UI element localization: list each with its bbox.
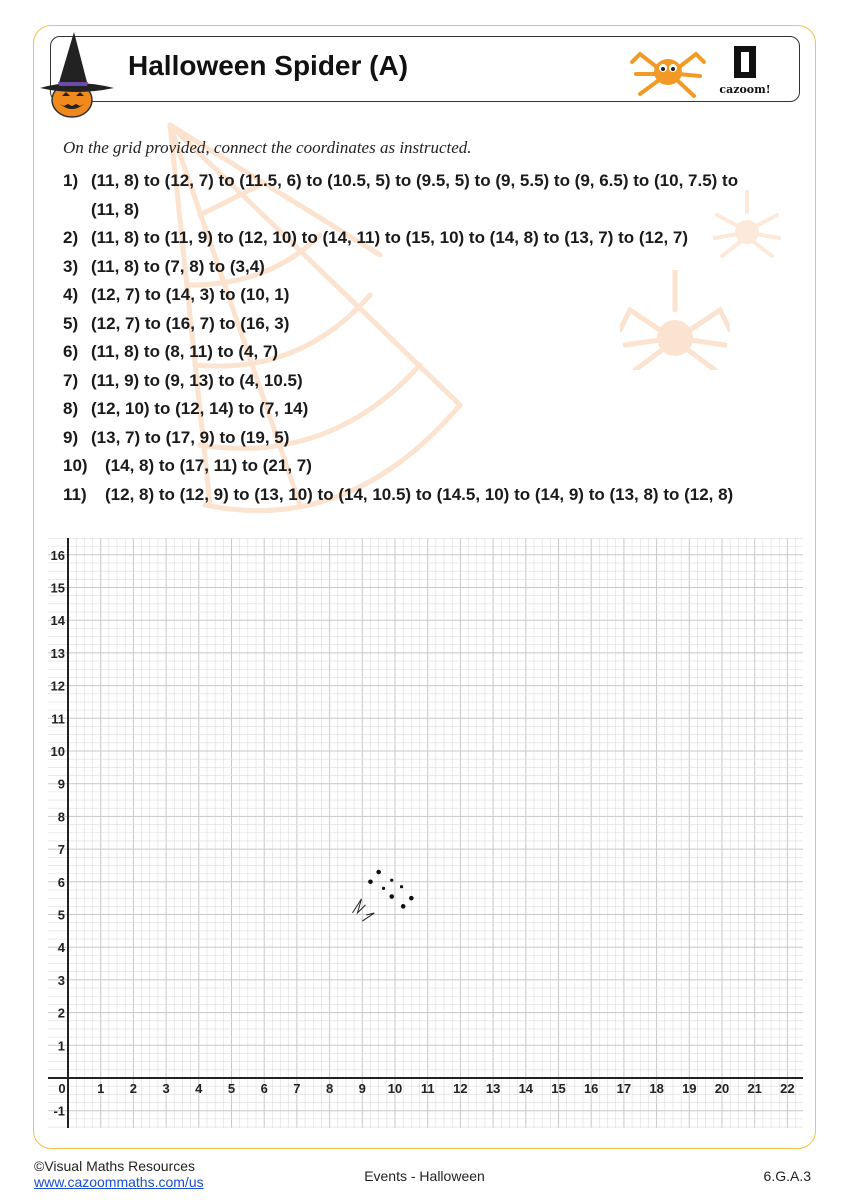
- step-number: 4): [63, 285, 79, 304]
- step-coordinates: (11, 9) to (9, 13) to (4, 10.5): [91, 370, 303, 390]
- x-tick-label: 21: [747, 1081, 762, 1096]
- step-coordinates: (12, 8) to (12, 9) to (13, 10) to (14, 10.5) to (14.5, 10) to (14, 9) to (13, 8) to (12, 8): [105, 484, 734, 504]
- grid-dot: [389, 894, 394, 899]
- y-tick-label: 11: [51, 711, 65, 727]
- y-tick-label: 5: [57, 907, 65, 923]
- y-tick-label: 14: [50, 613, 65, 629]
- step-coordinates: (11, 8) to (7, 8) to (3,4): [91, 256, 265, 276]
- step-coordinates: (13, 7) to (17, 9) to (19, 5): [91, 427, 290, 447]
- x-tick-label: 1: [97, 1081, 105, 1096]
- step-number: 11): [63, 484, 87, 504]
- x-tick-label: 14: [518, 1081, 534, 1096]
- x-tick-label: 5: [227, 1081, 236, 1096]
- y-tick-label: 9: [57, 776, 65, 792]
- step-coordinates: (12, 7) to (16, 7) to (16, 3): [91, 313, 290, 333]
- x-tick-label: 22: [780, 1081, 795, 1096]
- y-tick-label: 1: [57, 1038, 65, 1054]
- x-tick-label: 17: [616, 1081, 632, 1096]
- x-tick-label: 16: [583, 1081, 599, 1096]
- step-number: 2): [63, 228, 79, 247]
- x-tick-label: 2: [129, 1081, 138, 1096]
- x-tick-label: 20: [714, 1081, 730, 1096]
- y-tick-label: 3: [57, 972, 65, 988]
- grid-mark: [352, 899, 365, 913]
- copyright-text: ©Visual Maths Resources: [34, 1158, 196, 1174]
- x-tick-label: 19: [682, 1081, 697, 1096]
- grid-dot: [382, 887, 385, 890]
- footer-code: 6.G.A.3: [763, 1168, 811, 1184]
- y-tick-label: 4: [57, 940, 65, 956]
- x-tick-label: 11: [420, 1081, 435, 1096]
- x-tick-label: 12: [453, 1081, 468, 1096]
- y-tick-label: 7: [57, 842, 65, 858]
- y-tick-label: 12: [50, 678, 65, 694]
- step-coordinates: (14, 8) to (17, 11) to (21, 7): [105, 456, 312, 475]
- step-coordinates: (12, 7) to (14, 3) to (10, 1): [91, 285, 290, 304]
- step-number: 10): [63, 456, 88, 475]
- x-tick-label: 6: [260, 1081, 268, 1096]
- step-number: 6): [63, 342, 79, 361]
- x-tick-label: 3: [162, 1081, 170, 1096]
- x-tick-label: 15: [551, 1081, 566, 1096]
- footer-topic: Events - Halloween: [364, 1168, 485, 1184]
- y-tick-label: 15: [50, 580, 65, 596]
- x-tick-label: 4: [195, 1081, 203, 1096]
- grid-dot: [400, 885, 403, 888]
- x-tick-label: 9: [358, 1081, 366, 1096]
- y-tick-label: 6: [57, 874, 65, 890]
- grid-dot: [409, 896, 414, 901]
- page-title: Halloween Spider (A): [128, 50, 409, 81]
- website-link[interactable]: www.cazoommaths.com/us: [34, 1174, 204, 1190]
- step-coordinates: (12, 10) to (12, 14) to (7, 14): [91, 399, 309, 418]
- x-tick-label: 8: [325, 1081, 334, 1096]
- grid-dot: [376, 870, 381, 875]
- step-coordinates: (11, 8) to (8, 11) to (4, 7): [91, 342, 279, 361]
- x-tick-label: 10: [387, 1081, 403, 1096]
- y-tick-label: 2: [57, 1005, 65, 1021]
- step-number: 8): [63, 399, 79, 418]
- y-tick-label: 8: [57, 809, 65, 825]
- logo-text: cazoom!: [719, 83, 771, 96]
- x-tick-label: 13: [485, 1081, 501, 1096]
- step-number: 9): [63, 427, 79, 447]
- step-number: 3): [63, 256, 79, 276]
- x-tick-label: 0: [58, 1081, 66, 1096]
- y-tick-label: 16: [50, 547, 65, 563]
- grid-dot: [390, 879, 393, 882]
- instruction-text: On the grid provided, connect the coordinates as instructed.: [63, 138, 472, 157]
- x-tick-label: 7: [293, 1081, 301, 1096]
- x-tick-label: 18: [649, 1081, 664, 1096]
- y-tick-label: 10: [50, 744, 65, 759]
- grid-dot: [401, 904, 406, 909]
- y-tick-label: -1: [53, 1103, 65, 1119]
- step-number: 7): [63, 370, 79, 390]
- step-coordinates: (11, 8) to (12, 7) to (11.5, 6) to (10.5, 5) to (9.5, 5) to (9, 5.5) to (9, 6.5) to (10, 7.5) to: [91, 171, 739, 190]
- step-coordinates: (11, 8): [91, 199, 140, 219]
- step-number: 1): [63, 171, 79, 190]
- step-number: 5): [63, 313, 79, 333]
- grid-dot: [368, 880, 373, 885]
- y-tick-label: 13: [50, 645, 65, 661]
- step-coordinates: (11, 8) to (11, 9) to (12, 10) to (14, 11) to (15, 10) to (14, 8) to (13, 7) to (12, 7): [91, 228, 689, 247]
